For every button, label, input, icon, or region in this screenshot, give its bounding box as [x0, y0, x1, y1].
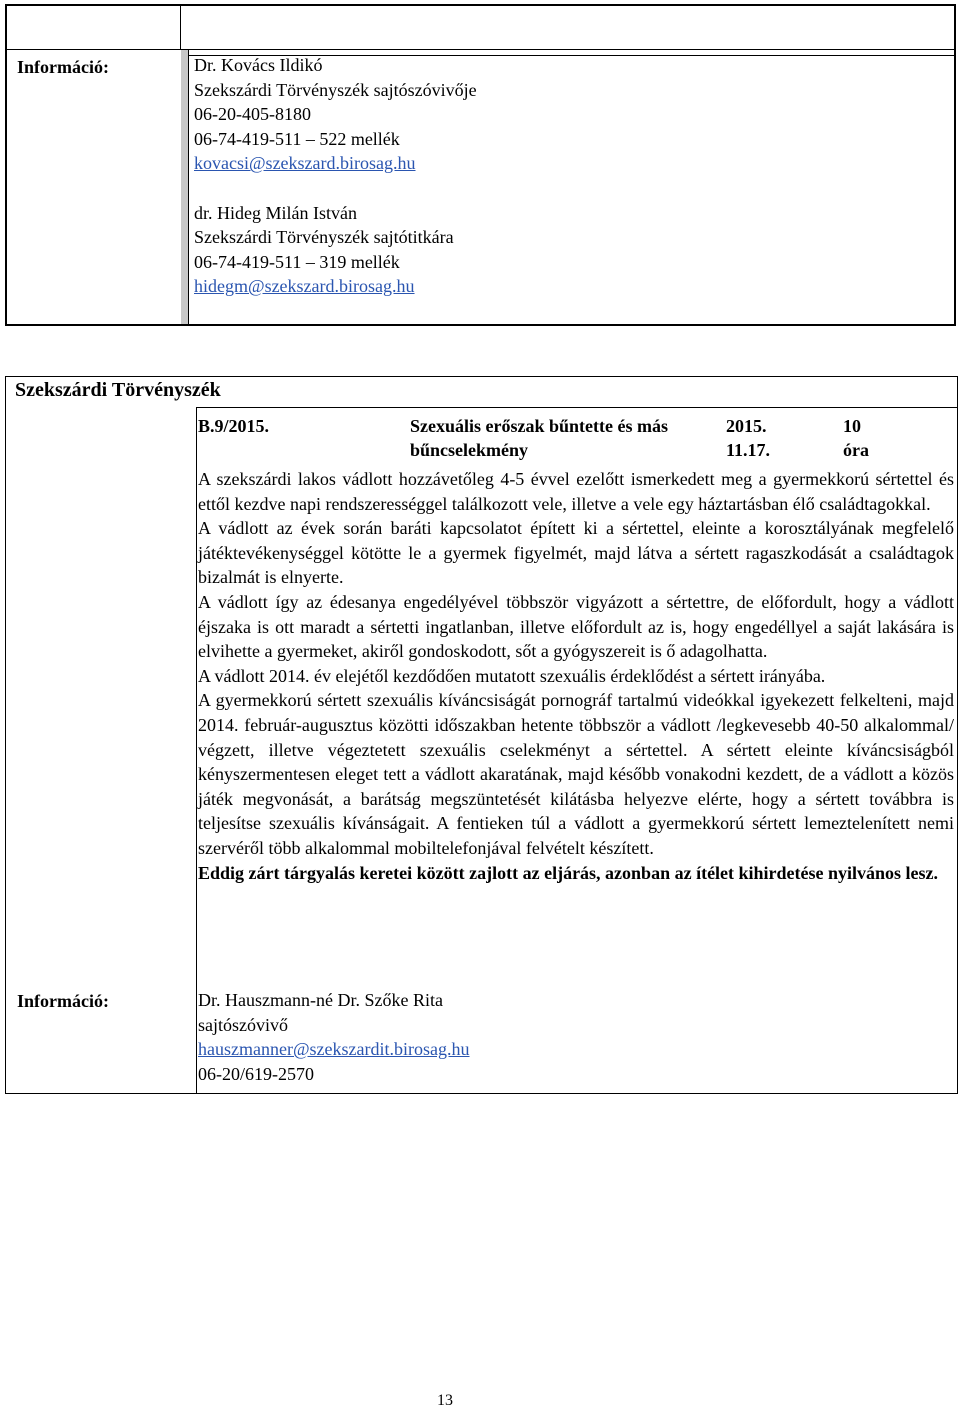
contact-name: dr. Hideg Milán István [194, 202, 357, 223]
contact-block-court [198, 988, 470, 1086]
hearing-time [843, 414, 869, 462]
contact-email-link[interactable]: kovacsi@szekszard.birosag.hu [194, 153, 416, 174]
contact-name: Dr. Kovács Ildikó [194, 55, 323, 75]
hearing-date [726, 414, 770, 462]
hearing-time-line: óra [843, 440, 869, 460]
contact-phone: 06-20-405-8180 [194, 104, 311, 125]
info-label: Információ: [17, 57, 109, 77]
info-label: Információ: [17, 991, 109, 1011]
contact-name: Dr. Hauszmann-né Dr. Szőke Rita [198, 990, 443, 1010]
case-description [198, 467, 954, 885]
page-number: 13 [437, 1392, 453, 1409]
case-charge [410, 414, 720, 462]
hearing-date-line: 2015. [726, 416, 767, 436]
case-number: B.9/2015. [198, 416, 270, 436]
row-divider [196, 407, 957, 408]
contact-email-link[interactable]: hidegm@szekszard.birosag.hu [194, 276, 415, 297]
contact-role: Szekszárdi Törvényszék sajtótitkára [194, 227, 454, 248]
case-charge-line: Szexuális erőszak bűntette és más [410, 416, 668, 436]
hearing-date-line: 11.17. [726, 440, 771, 460]
case-paragraph: A vádlott az évek során baráti kapcsolatot épített ki a sértettel, eleinte a korosztályának megfelelő játéktevékenységgel kötötte le a gyermek figyelmét, majd látva a sértett ragaszkodását a családtagok bizalmát is elnyerte. [198, 518, 954, 588]
public-hearing-notice: Eddig zárt tárgyalás keretei között zajlott az eljárás, azonban az ítélet kihirdetése nyilvános lesz. [198, 862, 939, 883]
case-paragraph: A gyermekkorú sértett szexuális kíváncsiságát pornográf tartalmú videókkal igyekezett felkelteni, majd 2014. február-augusztus közötti időszakban hetente többször a vádlott /legkevesebb 40-50 alkalommal/ végzett, illetve végeztetett szexuális cselekményt a sértettel. A sértett eleinte kíváncsiságból kényszermentesen eleget tett a vádlott akaratának, majd később vonakodni kezdett, de a vádlott a közös játék megvonását, a barátság megszüntetését kilátásba helyezve elérte, hogy a sértett továbbra is teljesítse szexuális kívánságait. A fentieken túl a vádlott a gyermekkorú sértett lemeztelenített nemi szervéről több alkalommal mobiltelefonjával felvételt készített. [198, 690, 954, 858]
contact-role: sajtószóvivő [198, 1014, 288, 1035]
contact-email-link[interactable]: hauszmanner@szekszardit.birosag.hu [198, 1039, 470, 1060]
case-charge-line: bűncselekmény [410, 440, 529, 460]
case-paragraph: A vádlott így az édesanya engedélyével többször vigyázott a sértettre, de előfordult, hogy a vádlott éjszaka is ott maradt a sértetti ingatlanban, illetve előfordult az is, hogy engedéllyel a saját lakására is elvihette a gyermeket, akiről gondoskodott, sőt a gyógyszereit is ő adagolhatta. [198, 591, 954, 662]
top-contact-table [5, 4, 956, 326]
court-title: Szekszárdi Törvényszék [15, 379, 221, 401]
contact-phone: 06-74-419-511 – 522 mellék [194, 128, 400, 149]
contact-block-spokesperson [194, 53, 477, 299]
column-divider [196, 407, 197, 1093]
contact-phone: 06-20/619-2570 [198, 1063, 314, 1084]
hearing-time-line: 10 [843, 416, 861, 436]
case-paragraph: A vádlott 2014. év elejétől kezdődően mutatott szexuális érdeklődést a sértett irányába. [198, 665, 826, 686]
shaded-column-divider [181, 50, 189, 324]
table-header-cell [181, 6, 954, 50]
case-paragraph: A szekszárdi lakos vádlott hozzávetőleg 4-5 évvel ezelőtt ismerkedett meg a gyermekkorú sértettel és ettől kezdve napi rendszerességgel találkozott vele, illetve a vele egy háztartásban élő családtagokkal. [198, 469, 954, 514]
contact-phone: 06-74-419-511 – 319 mellék [194, 251, 400, 272]
table-header-cell [7, 6, 181, 50]
contact-role: Szekszárdi Törvényszék sajtószóvivője [194, 79, 477, 100]
